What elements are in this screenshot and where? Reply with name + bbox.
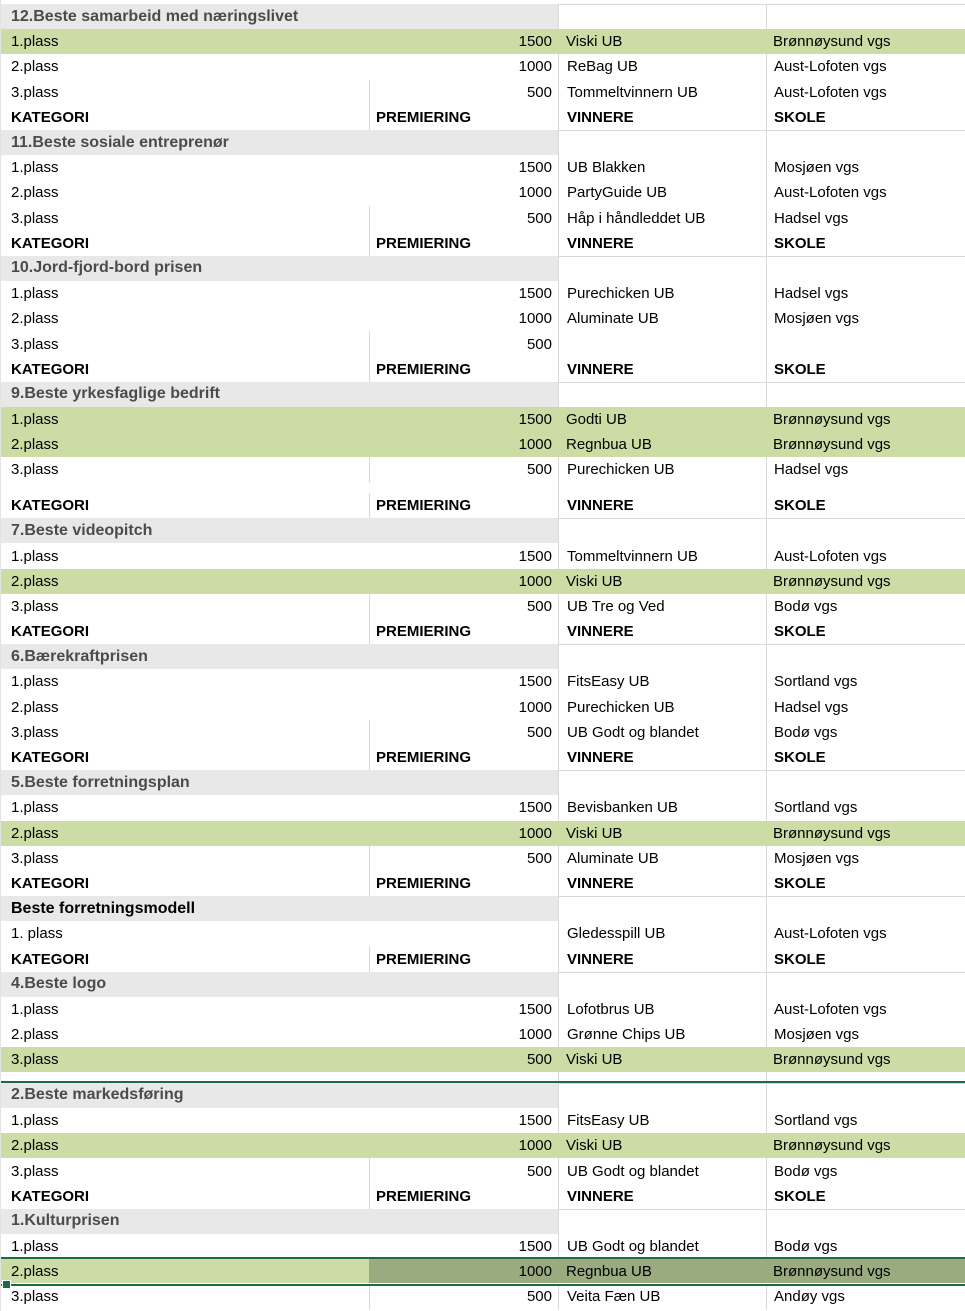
cell-premiering[interactable]: 500 bbox=[369, 331, 558, 356]
cell-vinnere[interactable] bbox=[558, 1209, 766, 1234]
cell-premiering[interactable]: 1500 bbox=[518, 547, 552, 565]
cell-kategori[interactable]: 1.plass bbox=[11, 673, 59, 691]
cell-skole[interactable] bbox=[766, 4, 965, 29]
spacer-row bbox=[1, 483, 965, 494]
cell-vinnere[interactable] bbox=[558, 483, 766, 494]
section-header-row bbox=[1, 518, 965, 543]
cell-skole[interactable]: Hadsel vgs bbox=[766, 281, 965, 306]
cell-vinnere[interactable]: Purechicken UB bbox=[558, 695, 766, 720]
section-title[interactable]: 11.Beste sosiale entreprenør bbox=[1, 130, 558, 155]
cell-skole[interactable]: Hadsel vgs bbox=[766, 695, 965, 720]
column-header-row bbox=[1, 745, 965, 770]
table-row bbox=[1, 1108, 965, 1133]
cell-vinnere[interactable]: Viski UB bbox=[558, 821, 766, 846]
cell-vinnere[interactable]: FitsEasy UB bbox=[558, 1108, 766, 1133]
cell-skole[interactable]: Mosjøen vgs bbox=[766, 846, 965, 871]
cell-vinnere[interactable] bbox=[558, 382, 766, 407]
table-row bbox=[1, 997, 965, 1022]
cell-premiering[interactable]: 1000 bbox=[518, 310, 552, 328]
section-header-row bbox=[1, 972, 965, 997]
column-header-vinnere[interactable]: VINNERE bbox=[558, 105, 766, 130]
column-header-premiering[interactable]: PREMIERING bbox=[369, 105, 558, 130]
cell-skole[interactable] bbox=[766, 518, 965, 543]
column-header-kategori[interactable]: KATEGORI bbox=[11, 497, 90, 515]
column-header-row bbox=[1, 871, 965, 896]
cell-premiering[interactable]: 1500 bbox=[518, 1112, 552, 1130]
column-header-vinnere[interactable]: VINNERE bbox=[558, 493, 766, 518]
column-header-skole[interactable]: SKOLE bbox=[766, 946, 965, 971]
cell-vinnere[interactable] bbox=[558, 972, 766, 997]
cell-skole[interactable] bbox=[766, 331, 965, 356]
table-row bbox=[1, 432, 965, 457]
cell-skole[interactable]: Sortland vgs bbox=[766, 1108, 965, 1133]
cell-vinnere[interactable]: Regnbua UB bbox=[558, 432, 766, 457]
column-header-vinnere[interactable]: VINNERE bbox=[558, 946, 766, 971]
cell-kategori[interactable]: 1. plass bbox=[11, 925, 63, 943]
column-header-row bbox=[1, 357, 965, 382]
cell-premiering[interactable]: 1500 bbox=[518, 285, 552, 303]
cell-kategori[interactable]: 2.plass bbox=[1, 569, 369, 594]
column-header-premiering[interactable]: PREMIERING bbox=[369, 231, 558, 256]
cell-vinnere[interactable]: Aluminate UB bbox=[558, 846, 766, 871]
table-row bbox=[1, 921, 965, 946]
section-title[interactable]: Beste forretningsmodell bbox=[1, 896, 558, 921]
cell-vinnere[interactable]: UB Godt og blandet bbox=[558, 1158, 766, 1183]
table-row bbox=[1, 594, 965, 619]
cell-premiering[interactable]: 1000 bbox=[369, 821, 558, 846]
cell-vinnere[interactable] bbox=[558, 1072, 766, 1083]
cell-skole[interactable]: Brønnøysund vgs bbox=[766, 29, 965, 54]
column-header-premiering[interactable]: PREMIERING bbox=[369, 493, 558, 518]
cell-skole[interactable]: Brønnøysund vgs bbox=[766, 407, 965, 432]
cell-kategori[interactable]: 2.plass bbox=[1, 1259, 369, 1284]
table-row bbox=[1, 1234, 965, 1259]
column-header-kategori[interactable]: KATEGORI bbox=[11, 108, 90, 126]
section-title[interactable]: 10.Jord-fjord-bord prisen bbox=[1, 256, 558, 281]
table-row bbox=[1, 1047, 965, 1072]
cell-vinnere[interactable]: Purechicken UB bbox=[558, 457, 766, 482]
cell-vinnere[interactable]: ReBag UB bbox=[558, 54, 766, 79]
cell-vinnere[interactable]: Tommeltvinnern UB bbox=[558, 80, 766, 105]
cell-vinnere[interactable] bbox=[558, 130, 766, 155]
cell-vinnere[interactable]: PartyGuide UB bbox=[558, 180, 766, 205]
cell-premiering[interactable]: 1000 bbox=[369, 1259, 558, 1284]
cell-premiering[interactable]: 500 bbox=[369, 206, 558, 231]
cell-kategori[interactable]: 1.plass bbox=[11, 285, 59, 303]
column-header-row bbox=[1, 619, 965, 644]
cell-skole[interactable]: Aust-Lofoten vgs bbox=[766, 180, 965, 205]
cell-kategori[interactable]: 2.plass bbox=[1, 821, 369, 846]
table-row bbox=[1, 1133, 965, 1158]
section-header-row bbox=[1, 644, 965, 669]
cell-vinnere[interactable]: Gledesspill UB bbox=[558, 921, 766, 946]
cell-kategori[interactable]: 3.plass bbox=[11, 597, 59, 615]
cell-skole[interactable]: Brønnøysund vgs bbox=[766, 821, 965, 846]
column-header-vinnere[interactable]: VINNERE bbox=[558, 619, 766, 644]
cell-premiering[interactable]: 1000 bbox=[518, 184, 552, 202]
cell-premiering[interactable]: 500 bbox=[369, 457, 558, 482]
cell-kategori[interactable]: 3.plass bbox=[11, 461, 59, 479]
section-title[interactable]: 9.Beste yrkesfaglige bedrift bbox=[1, 382, 558, 407]
cell-vinnere[interactable] bbox=[558, 331, 766, 356]
cell-premiering[interactable]: 1000 bbox=[369, 432, 558, 457]
cell-skole[interactable]: Brønnøysund vgs bbox=[766, 432, 965, 457]
column-header-vinnere[interactable]: VINNERE bbox=[558, 357, 766, 382]
cell-kategori[interactable]: 3.plass bbox=[11, 1288, 59, 1306]
cell-vinnere[interactable]: Lofotbrus UB bbox=[558, 997, 766, 1022]
column-header-premiering[interactable]: PREMIERING bbox=[369, 357, 558, 382]
column-header-vinnere[interactable]: VINNERE bbox=[558, 1184, 766, 1209]
cell-premiering[interactable]: 1000 bbox=[369, 569, 558, 594]
cell-skole[interactable]: Mosjøen vgs bbox=[766, 1022, 965, 1047]
column-header-skole[interactable]: SKOLE bbox=[766, 493, 965, 518]
cell-premiering[interactable]: 1500 bbox=[369, 407, 558, 432]
cell-vinnere[interactable]: Veita Fæn UB bbox=[558, 1284, 766, 1309]
column-header-skole[interactable]: SKOLE bbox=[766, 357, 965, 382]
cell-vinnere[interactable]: Godti UB bbox=[558, 407, 766, 432]
section-title[interactable]: 5.Beste forretningsplan bbox=[1, 770, 558, 795]
table-row bbox=[1, 331, 965, 356]
cell-vinnere[interactable]: FitsEasy UB bbox=[558, 669, 766, 694]
table-row bbox=[1, 821, 965, 846]
cell-vinnere[interactable]: UB Tre og Ved bbox=[558, 594, 766, 619]
cell-skole[interactable] bbox=[766, 1083, 965, 1108]
cell-premiering[interactable]: 500 bbox=[369, 720, 558, 745]
cell-vinnere[interactable] bbox=[558, 1083, 766, 1108]
cell-vinnere[interactable] bbox=[558, 4, 766, 29]
cell-premiering[interactable]: 1000 bbox=[518, 58, 552, 76]
cell-skole[interactable]: Aust-Lofoten vgs bbox=[766, 54, 965, 79]
cell-premiering[interactable]: 1000 bbox=[518, 1026, 552, 1044]
table-row bbox=[1, 1158, 965, 1183]
cell-skole[interactable]: Mosjøen vgs bbox=[766, 155, 965, 180]
cell-skole[interactable]: Hadsel vgs bbox=[766, 206, 965, 231]
column-header-row bbox=[1, 493, 965, 518]
table-row bbox=[1, 155, 965, 180]
section-header-row bbox=[1, 1083, 965, 1108]
cell-vinnere[interactable]: Regnbua UB bbox=[558, 1259, 766, 1284]
cell-premiering[interactable]: 1500 bbox=[518, 799, 552, 817]
cell-vinnere[interactable] bbox=[558, 896, 766, 921]
column-header-row bbox=[1, 946, 965, 971]
table-row bbox=[1, 206, 965, 231]
section-header-row bbox=[1, 770, 965, 795]
cell-premiering[interactable]: 1000 bbox=[518, 698, 552, 716]
cell-vinnere[interactable] bbox=[558, 770, 766, 795]
cell-premiering[interactable]: 500 bbox=[369, 1158, 558, 1183]
column-header-kategori[interactable]: KATEGORI bbox=[11, 234, 90, 252]
column-header-vinnere[interactable]: VINNERE bbox=[558, 231, 766, 256]
cell-skole[interactable]: Brønnøysund vgs bbox=[766, 1259, 965, 1284]
column-header-premiering[interactable]: PREMIERING bbox=[369, 946, 558, 971]
cell-vinnere[interactable] bbox=[558, 256, 766, 281]
cell-kategori[interactable]: 1.plass bbox=[11, 1238, 59, 1256]
table-row bbox=[1, 669, 965, 694]
cell-premiering[interactable] bbox=[369, 1072, 558, 1083]
section-title[interactable]: 4.Beste logo bbox=[1, 972, 558, 997]
column-header-kategori[interactable]: KATEGORI bbox=[11, 623, 90, 641]
table-row bbox=[1, 795, 965, 820]
cell-skole[interactable]: Brønnøysund vgs bbox=[766, 1047, 965, 1072]
section-header-row bbox=[1, 130, 965, 155]
cell-skole[interactable]: Brønnøysund vgs bbox=[766, 569, 965, 594]
column-header-skole[interactable]: SKOLE bbox=[766, 619, 965, 644]
cell-skole[interactable]: Andøy vgs bbox=[766, 1284, 965, 1309]
cell-kategori[interactable]: 2.plass bbox=[1, 1133, 369, 1158]
table-row bbox=[1, 720, 965, 745]
column-header-skole[interactable]: SKOLE bbox=[766, 1184, 965, 1209]
cell-vinnere[interactable]: Bevisbanken UB bbox=[558, 795, 766, 820]
column-header-vinnere[interactable]: VINNERE bbox=[558, 745, 766, 770]
table-row bbox=[1, 846, 965, 871]
cell-kategori[interactable]: 3.plass bbox=[11, 1162, 59, 1180]
table-row bbox=[1, 1284, 965, 1309]
cell-premiering[interactable]: 500 bbox=[369, 594, 558, 619]
cell-premiering[interactable] bbox=[369, 921, 558, 946]
cell-skole[interactable] bbox=[766, 896, 965, 921]
cell-skole[interactable]: Bodø vgs bbox=[766, 720, 965, 745]
spacer-row bbox=[1, 1072, 965, 1083]
cell-kategori[interactable]: 2.plass bbox=[1, 432, 369, 457]
column-header-row bbox=[1, 1184, 965, 1209]
cell-premiering[interactable]: 1500 bbox=[518, 1000, 552, 1018]
cell-premiering[interactable]: 1500 bbox=[369, 29, 558, 54]
cell-kategori[interactable]: 1.plass bbox=[1, 29, 369, 54]
column-header-vinnere[interactable]: VINNERE bbox=[558, 871, 766, 896]
column-header-kategori[interactable]: KATEGORI bbox=[11, 874, 90, 892]
cell-vinnere[interactable] bbox=[558, 644, 766, 669]
column-header-kategori[interactable]: KATEGORI bbox=[11, 360, 90, 378]
cell-skole[interactable]: Aust-Lofoten vgs bbox=[766, 921, 965, 946]
cell-vinnere[interactable]: Håp i håndleddet UB bbox=[558, 206, 766, 231]
cell-kategori[interactable]: 2.plass bbox=[11, 698, 59, 716]
cell-premiering[interactable]: 1500 bbox=[518, 673, 552, 691]
table-row bbox=[1, 569, 965, 594]
cell-premiering[interactable]: 500 bbox=[369, 846, 558, 871]
cell-kategori[interactable]: 1.plass bbox=[11, 159, 59, 177]
cell-kategori[interactable]: 3.plass bbox=[11, 723, 59, 741]
cell-premiering[interactable]: 500 bbox=[369, 1284, 558, 1309]
column-header-row bbox=[1, 231, 965, 256]
cell-skole[interactable] bbox=[766, 483, 965, 494]
cell-vinnere[interactable]: UB Blakken bbox=[558, 155, 766, 180]
cell-skole[interactable]: Sortland vgs bbox=[766, 795, 965, 820]
cell-kategori[interactable]: 1.plass bbox=[11, 1112, 59, 1130]
cell-skole[interactable] bbox=[766, 644, 965, 669]
cell-kategori[interactable]: 1.plass bbox=[11, 799, 59, 817]
table-row bbox=[1, 281, 965, 306]
cell-kategori[interactable]: 1.plass bbox=[11, 1000, 59, 1018]
table-row bbox=[1, 180, 965, 205]
table-row bbox=[1, 543, 965, 568]
cell-skole[interactable]: Bodø vgs bbox=[766, 1234, 965, 1259]
cell-kategori[interactable] bbox=[1, 1072, 369, 1083]
cell-kategori[interactable]: 1.plass bbox=[11, 547, 59, 565]
section-header-row bbox=[1, 382, 965, 407]
cell-skole[interactable]: Aust-Lofoten vgs bbox=[766, 543, 965, 568]
cell-skole[interactable] bbox=[766, 770, 965, 795]
cell-premiering[interactable] bbox=[369, 483, 558, 494]
cell-kategori[interactable]: 2.plass bbox=[11, 310, 59, 328]
cell-skole[interactable]: Bodø vgs bbox=[766, 594, 965, 619]
table-row bbox=[1, 457, 965, 482]
cell-skole[interactable] bbox=[766, 1209, 965, 1234]
column-header-kategori[interactable]: KATEGORI bbox=[11, 1187, 90, 1205]
cell-vinnere[interactable]: Viski UB bbox=[558, 1047, 766, 1072]
cell-vinnere[interactable]: Viski UB bbox=[558, 569, 766, 594]
cell-vinnere[interactable]: UB Godt og blandet bbox=[558, 1234, 766, 1259]
cell-premiering[interactable]: 500 bbox=[369, 80, 558, 105]
cell-skole[interactable] bbox=[766, 972, 965, 997]
section-header-row bbox=[1, 1209, 965, 1234]
cell-kategori[interactable]: 2.plass bbox=[11, 58, 59, 76]
cell-kategori[interactable]: 3.plass bbox=[11, 209, 59, 227]
table-row bbox=[1, 1022, 965, 1047]
column-header-premiering[interactable]: PREMIERING bbox=[369, 1184, 558, 1209]
cell-kategori[interactable]: 1.plass bbox=[1, 407, 369, 432]
column-header-kategori[interactable]: KATEGORI bbox=[11, 950, 90, 968]
cell-skole[interactable]: Hadsel vgs bbox=[766, 457, 965, 482]
column-header-skole[interactable]: SKOLE bbox=[766, 745, 965, 770]
cell-premiering[interactable]: 500 bbox=[369, 1047, 558, 1072]
cell-skole[interactable]: Sortland vgs bbox=[766, 669, 965, 694]
cell-vinnere[interactable]: Viski UB bbox=[558, 29, 766, 54]
column-header-premiering[interactable]: PREMIERING bbox=[369, 745, 558, 770]
cell-kategori[interactable]: 3.plass bbox=[11, 335, 59, 353]
section-title[interactable]: 2.Beste markedsføring bbox=[1, 1083, 558, 1108]
column-header-kategori[interactable]: KATEGORI bbox=[11, 749, 90, 767]
cell-premiering[interactable]: 1500 bbox=[518, 1238, 552, 1256]
cell-skole[interactable] bbox=[766, 1072, 965, 1083]
cell-kategori[interactable]: 3.plass bbox=[11, 83, 59, 101]
cell-kategori[interactable]: 2.plass bbox=[11, 1026, 59, 1044]
cell-vinnere[interactable]: Aluminate UB bbox=[558, 306, 766, 331]
table-row bbox=[1, 695, 965, 720]
section-title[interactable]: 7.Beste videopitch bbox=[1, 518, 558, 543]
section-header-row bbox=[1, 256, 965, 281]
cell-vinnere[interactable]: Viski UB bbox=[558, 1133, 766, 1158]
cell-skole[interactable]: Brønnøysund vgs bbox=[766, 1133, 965, 1158]
table-row bbox=[1, 80, 965, 105]
section-title[interactable]: 6.Bærekraftprisen bbox=[1, 644, 558, 669]
cell-kategori[interactable] bbox=[1, 483, 369, 494]
cell-vinnere[interactable]: Purechicken UB bbox=[558, 281, 766, 306]
cell-premiering[interactable]: 1500 bbox=[518, 159, 552, 177]
section-header-row bbox=[1, 896, 965, 921]
column-header-skole[interactable]: SKOLE bbox=[766, 871, 965, 896]
column-header-premiering[interactable]: PREMIERING bbox=[369, 871, 558, 896]
cell-premiering[interactable]: 1000 bbox=[369, 1133, 558, 1158]
cell-skole[interactable]: Aust-Lofoten vgs bbox=[766, 997, 965, 1022]
section-title[interactable]: 12.Beste samarbeid med næringslivet bbox=[1, 4, 558, 29]
column-header-row bbox=[1, 105, 965, 130]
fill-handle[interactable] bbox=[2, 1280, 11, 1289]
cell-vinnere[interactable]: Tommeltvinnern UB bbox=[558, 543, 766, 568]
cell-skole[interactable] bbox=[766, 256, 965, 281]
section-title[interactable]: 1.Kulturprisen bbox=[1, 1209, 558, 1234]
cell-skole[interactable]: Mosjøen vgs bbox=[766, 306, 965, 331]
cell-skole[interactable] bbox=[766, 130, 965, 155]
column-header-premiering[interactable]: PREMIERING bbox=[369, 619, 558, 644]
cell-vinnere[interactable]: Grønne Chips UB bbox=[558, 1022, 766, 1047]
cell-kategori[interactable]: 3.plass bbox=[1, 1047, 369, 1072]
cell-kategori[interactable]: 2.plass bbox=[11, 184, 59, 202]
cell-vinnere[interactable]: UB Godt og blandet bbox=[558, 720, 766, 745]
column-header-skole[interactable]: SKOLE bbox=[766, 105, 965, 130]
table-row bbox=[1, 29, 965, 54]
table-row bbox=[1, 407, 965, 432]
cell-skole[interactable] bbox=[766, 382, 965, 407]
cell-vinnere[interactable] bbox=[558, 518, 766, 543]
column-header-skole[interactable]: SKOLE bbox=[766, 231, 965, 256]
table-row bbox=[1, 306, 965, 331]
cell-skole[interactable]: Bodø vgs bbox=[766, 1158, 965, 1183]
table-row bbox=[1, 54, 965, 79]
cell-skole[interactable]: Aust-Lofoten vgs bbox=[766, 80, 965, 105]
cell-kategori[interactable]: 3.plass bbox=[11, 849, 59, 867]
section-header-row bbox=[1, 4, 965, 29]
selected-row bbox=[1, 1259, 965, 1284]
